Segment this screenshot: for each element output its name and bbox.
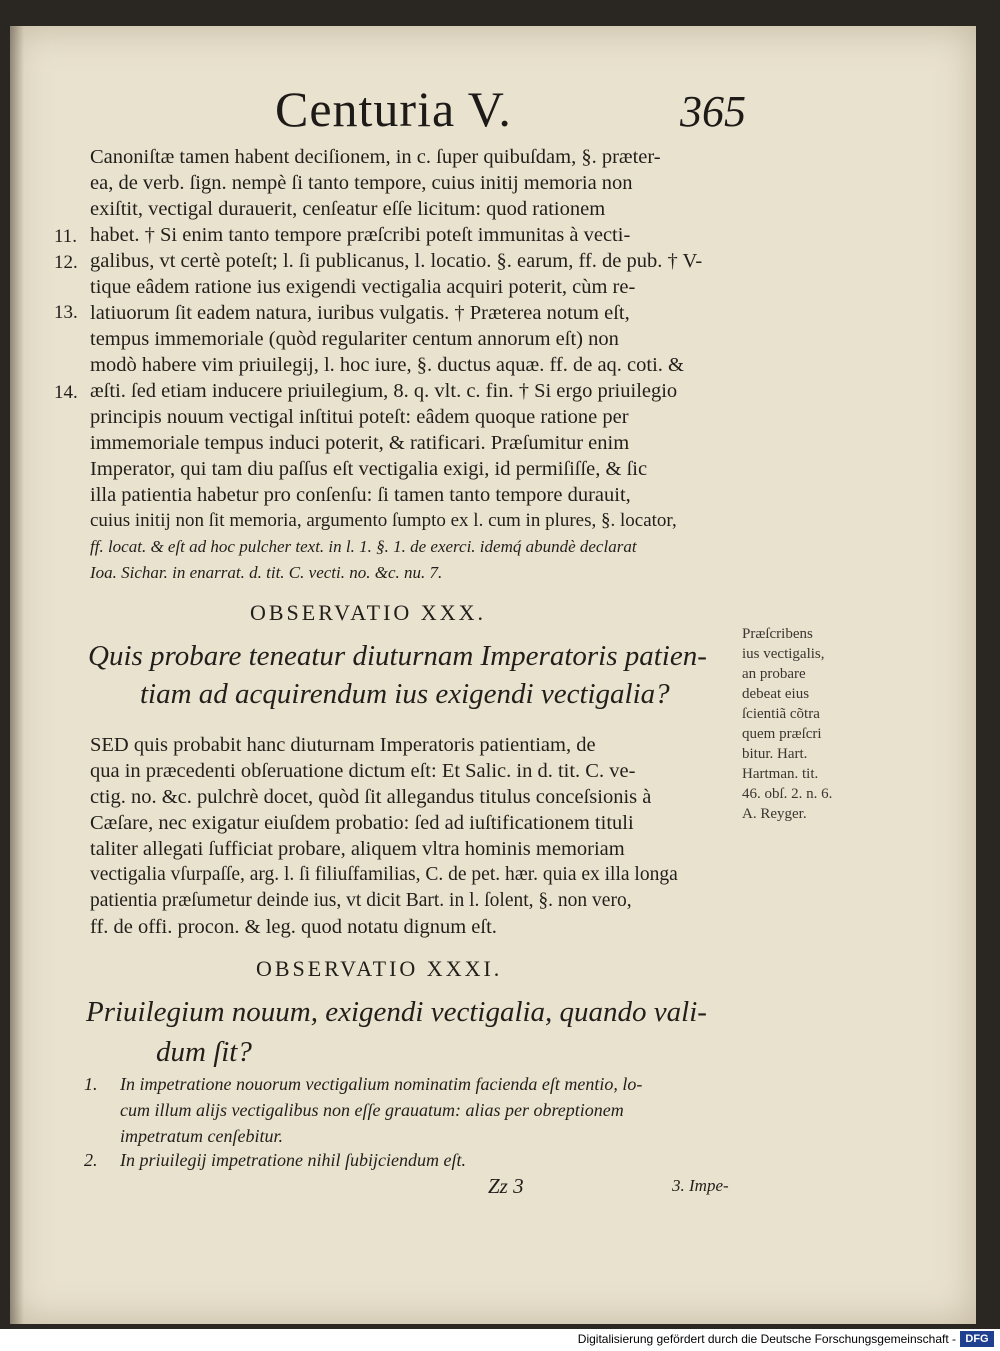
- observatio-30-text-line: Cæſare, nec exigatur eiuſdem probatio: ſed ad iuſtificationem tituli: [90, 812, 634, 834]
- body-line: illa patientia habetur pro conſenſu: ſi tamen tanto tempore durauit,: [90, 484, 631, 506]
- observatio-30-text-line: qua in præcedenti obſeruatione dictum eſt: Et Salic. in d. tit. C. ve-: [90, 760, 636, 782]
- body-line: æſti. ſed etiam inducere priuilegium, 8. q. vlt. c. fin. † Si ergo priuilegio: [90, 380, 678, 402]
- body-line: tique eâdem ratione ius exigendi vectigalia acquiri poterit, cùm re-: [90, 276, 636, 298]
- margin-note: [742, 624, 852, 824]
- summary-line: In impetratione nouorum vectigalium nominatim facienda eſt mentio, lo-: [120, 1074, 643, 1094]
- body-line: latiuorum ſit eadem natura, iuribus vulgatis. † Præterea notum eſt,: [90, 302, 630, 324]
- body-line: ea, de verb. ſign. nempè ſi tanto tempore, cuius initij memoria non: [90, 172, 633, 194]
- line-number: 11.: [54, 226, 78, 247]
- observatio-30-text-line: ff. de offi. procon. & leg. quod notatu dignum eſt.: [90, 916, 497, 938]
- line-number: 13.: [54, 302, 78, 323]
- body-line: habet. † Si enim tanto tempore præſcribi poteſt immunitas à vecti-: [90, 224, 631, 246]
- margin-note-line: debeat eius: [742, 686, 810, 702]
- summary-line: cum illum alijs vectigalibus non eſſe grauatum: alias per obreptionem: [120, 1100, 624, 1120]
- signature-mark: Zz 3: [488, 1174, 524, 1198]
- summary-number: 1.: [84, 1074, 98, 1094]
- body-line: ff. locat. & eſt ad hoc pulcher text. in l. 1. §. 1. de exerci. idemq́ abundè declarat: [90, 537, 637, 556]
- page-number: 365: [680, 87, 746, 136]
- book-page: [10, 26, 976, 1324]
- observatio-31-heading: OBSERVATIO XXXI.: [256, 956, 503, 981]
- observatio-31-question-line2: dum ſit?: [156, 1036, 252, 1068]
- margin-note-line: 46. obſ. 2. n. 6.: [742, 786, 833, 802]
- observatio-30-question-line2: tiam ad acquirendum ius exigendi vectigalia?: [140, 678, 670, 710]
- margin-note-line: an probare: [742, 666, 806, 682]
- margin-note-line: bitur. Hart.: [742, 746, 808, 762]
- summary-line: impetratum cenſebitur.: [120, 1126, 283, 1146]
- observatio-30-question-line1: Quis probare teneatur diuturnam Imperatoris patien-: [88, 640, 707, 672]
- line-number: 14.: [54, 382, 78, 403]
- observatio-30-text-line: taliter allegati ſufficiat probare, aliquem vltra hominis memoriam: [90, 838, 625, 860]
- margin-note-line: ſcientiã cõtra: [742, 706, 820, 722]
- gutter-shadow: [10, 26, 24, 1324]
- summary-line: In priuilegij impetratione nihil ſubijciendum eſt.: [120, 1150, 466, 1170]
- body-line: tempus immemoriale (quòd regulariter centum annorum eſt) non: [90, 328, 619, 350]
- observatio-30-text-line: vectigalia vſurpaſſe, arg. l. ſi filiuſfamilias, C. de pet. hær. quia ex illa longa: [90, 864, 678, 885]
- body-line: immemoriale tempus induci poterit, & ratificari. Præſumitur enim: [90, 432, 630, 454]
- body-line: Ioa. Sichar. in enarrat. d. tit. C. vecti. no. &c. nu. 7.: [90, 563, 443, 582]
- catchword: 3. Impe-: [672, 1176, 729, 1195]
- observatio-31-question-line1: Priuilegium nouum, exigendi vectigalia, quando vali-: [86, 996, 707, 1028]
- margin-note-line: Hartman. tit.: [742, 766, 819, 782]
- body-line: exiſtit, vectigal durauerit, cenſeatur eſſe licitum: quod rationem: [90, 198, 606, 220]
- margin-note-line: A. Reyger.: [742, 806, 807, 822]
- body-line: principis nouum vectigal inſtitui poteſt: eâdem quoque ratione per: [90, 406, 629, 428]
- body-line: modò habere vim priuilegij, l. hoc iure, §. ductus aquæ. ff. de aq. coti. &: [90, 354, 684, 376]
- running-head: Centuria V.: [275, 81, 512, 137]
- margin-note-line: quem præſcri: [742, 726, 822, 742]
- body-line: galibus, vt certè poteſt; l. ſi publicanus, l. locatio. §. earum, ff. de pub. † V-: [90, 250, 703, 272]
- digitization-credit: Digitalisierung gefördert durch die Deutsche Forschungsgemeinschaft -: [577, 1332, 956, 1346]
- observatio-30-heading: OBSERVATIO XXX.: [250, 600, 486, 625]
- observatio-30-text-line: SED quis probabit hanc diuturnam Imperatoris patientiam, de: [90, 734, 596, 756]
- observatio-30-text-line: patientia præſumetur deinde ius, vt dicit Bart. in l. ſolent, §. non vero,: [90, 890, 632, 911]
- line-number: 12.: [54, 252, 78, 273]
- dfg-logo: DFG: [960, 1331, 994, 1347]
- body-line: Imperator, qui tam diu paſſus eſt vectigalia exigi, id permiſiſſe, & ſic: [90, 458, 648, 480]
- margin-note-line: ius vectigalis,: [742, 646, 825, 662]
- body-line: cuius initij non ſit memoria, argumento ſumpto ex l. cum in plures, §. locator,: [90, 510, 677, 531]
- body-line: Canoniſtæ tamen habent deciſionem, in c. ſuper quibuſdam, §. præter-: [90, 146, 661, 168]
- observatio-30-text-line: ctig. no. &c. pulchrè docet, quòd ſit allegandus titulus conceſsionis à: [90, 786, 652, 808]
- summary-number: 2.: [84, 1150, 98, 1170]
- margin-note-line: Præſcribens: [742, 626, 813, 642]
- footer-bar: [0, 1329, 1000, 1351]
